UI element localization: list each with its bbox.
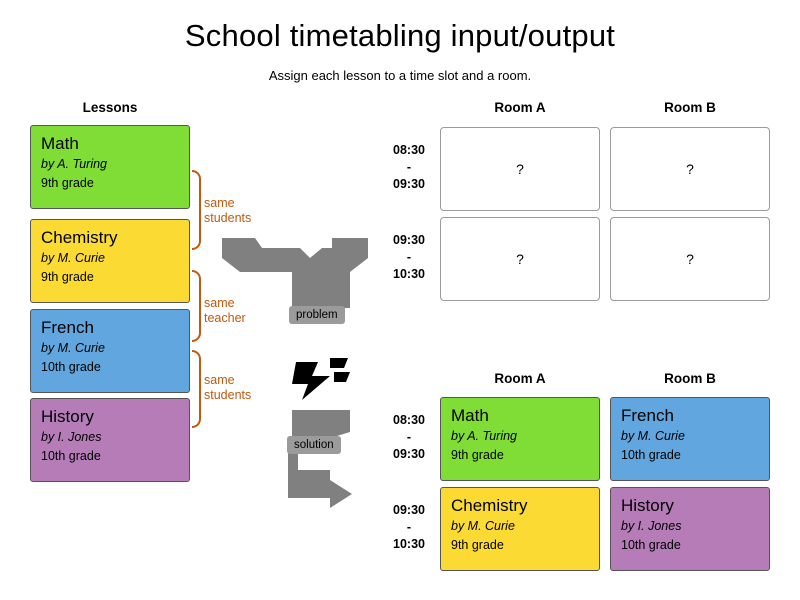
timeslot-dash: - xyxy=(406,250,412,264)
lesson-grade: 10th grade xyxy=(41,360,101,374)
timeslot-start: 08:30 xyxy=(393,413,425,427)
arrow-problem xyxy=(222,238,368,308)
page-title: School timetabling input/output xyxy=(184,18,616,53)
lesson-subject: Chemistry xyxy=(41,228,118,247)
problem-pill: problem xyxy=(289,306,345,324)
lesson-grade: 10th grade xyxy=(621,448,681,462)
timeslot-start: 09:30 xyxy=(393,233,425,247)
lesson-subject: Math xyxy=(451,406,489,425)
constraint-line-2: students xyxy=(204,388,252,402)
timeslot-end: 10:30 xyxy=(393,267,425,281)
timeslot-end: 09:30 xyxy=(393,177,425,191)
timeslot-start: 08:30 xyxy=(393,143,425,157)
lesson-teacher: by A. Turing xyxy=(41,157,107,171)
constraint-line-2: students xyxy=(204,211,252,225)
problem-cell-r1-room-b[interactable]: ? xyxy=(610,127,770,211)
conflict-icon-spark xyxy=(334,372,350,382)
page-subtitle: Assign each lesson to a time slot and a room. xyxy=(268,68,532,83)
solution-cell-r1-room-b[interactable] xyxy=(610,397,770,481)
lesson-grade: 9th grade xyxy=(41,270,94,284)
lesson-grade: 10th grade xyxy=(621,538,681,552)
problem-timeslot-1 xyxy=(380,142,438,193)
timeslot-dash: - xyxy=(406,430,412,444)
lesson-grade: 9th grade xyxy=(41,176,94,190)
solution-cell-r2-room-b[interactable] xyxy=(610,487,770,571)
constraint-line-2: teacher xyxy=(204,311,246,325)
solution-pill: solution xyxy=(287,436,341,454)
solution-cell-r2-room-a[interactable] xyxy=(440,487,600,571)
solution-room-b-header: Room B xyxy=(664,371,716,386)
lesson-teacher: by I. Jones xyxy=(621,519,682,533)
lesson-subject: Math xyxy=(41,134,79,153)
timeslot-dash: - xyxy=(406,160,412,174)
lesson-subject: History xyxy=(621,496,674,515)
conflict-icon xyxy=(292,362,330,400)
solution-timeslot-1 xyxy=(380,412,438,463)
problem-timeslot-2 xyxy=(380,232,438,283)
problem-room-b-header: Room B xyxy=(664,100,716,115)
conflict-icon-spark xyxy=(330,358,348,368)
lesson-grade: 9th grade xyxy=(451,538,504,552)
solution-timeslot-2 xyxy=(380,502,438,553)
problem-cell-r2-room-a[interactable]: ? xyxy=(440,217,600,301)
problem-cell-r2-room-b[interactable]: ? xyxy=(610,217,770,301)
solution-cell-r1-room-a[interactable] xyxy=(440,397,600,481)
problem-cell-r1-room-a[interactable]: ? xyxy=(440,127,600,211)
timeslot-dash: - xyxy=(406,520,412,534)
constraint-line-1: same xyxy=(204,196,235,210)
timeslot-start: 09:30 xyxy=(393,503,425,517)
arrow-solution xyxy=(288,410,352,508)
lesson-grade: 10th grade xyxy=(41,449,101,463)
constraint-line-1: same xyxy=(204,296,235,310)
timeslot-end: 10:30 xyxy=(393,537,425,551)
lesson-subject: Chemistry xyxy=(451,496,528,515)
constraint-line-1: same xyxy=(204,373,235,387)
lesson-teacher: by M. Curie xyxy=(451,519,515,533)
lesson-grade: 9th grade xyxy=(451,448,504,462)
lesson-subject: French xyxy=(621,406,674,425)
lesson-subject: French xyxy=(41,318,94,337)
lesson-teacher: by A. Turing xyxy=(451,429,517,443)
lesson-teacher: by I. Jones xyxy=(41,430,102,444)
lesson-subject: History xyxy=(41,407,94,426)
timeslot-end: 09:30 xyxy=(393,447,425,461)
lesson-teacher: by M. Curie xyxy=(41,251,105,265)
lessons-column-header: Lessons xyxy=(82,100,138,115)
solution-room-a-header: Room A xyxy=(494,371,546,386)
lesson-teacher: by M. Curie xyxy=(41,341,105,355)
problem-room-a-header: Room A xyxy=(494,100,546,115)
lesson-teacher: by M. Curie xyxy=(621,429,685,443)
